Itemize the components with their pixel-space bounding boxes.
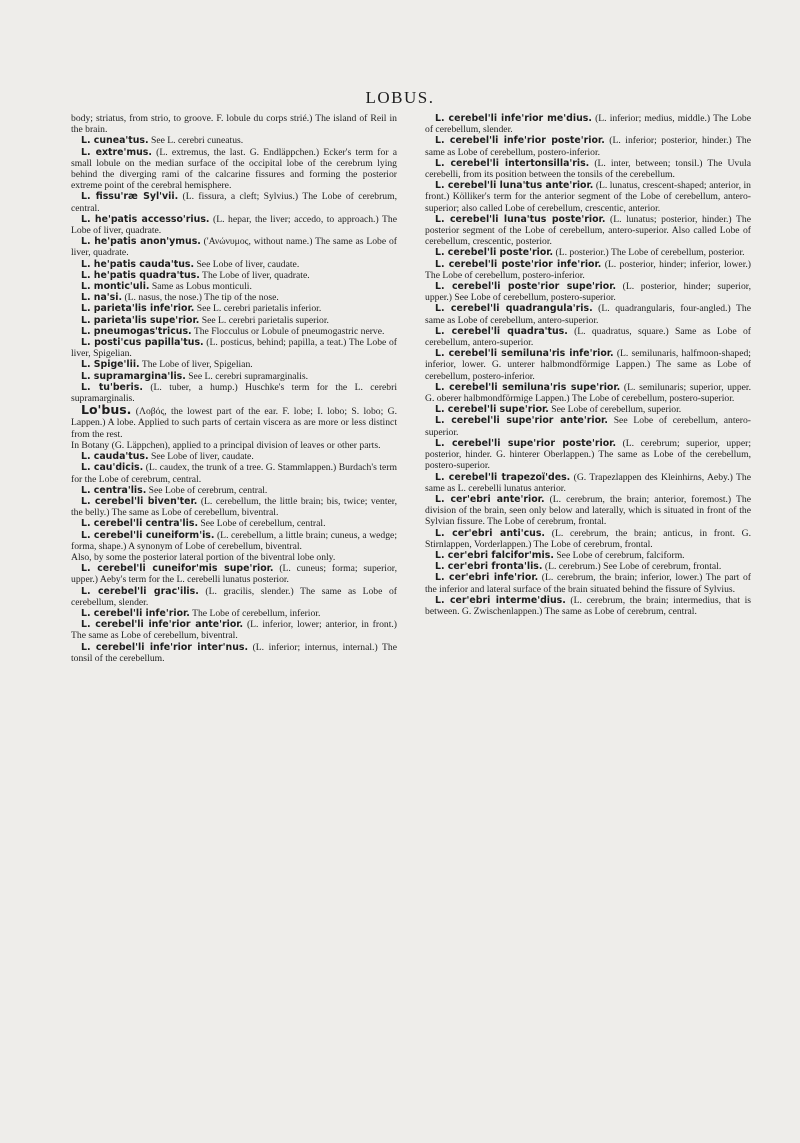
entry-definition: See L. cerebri parietalis superior. <box>199 314 329 326</box>
dictionary-entry <box>71 608 397 619</box>
entry-headword: L. supramargina'lis. <box>81 370 186 382</box>
entry-definition: The Flocculus or Lobule of pneumogastric nerve. <box>191 325 385 337</box>
entry-definition: (L. semilunaris; superior, upper. G. oberer halbmondförmige Lappen.) The Lobe of cerebellum, postero-superior. <box>425 381 752 405</box>
entry-headword: L. cerebel'li grac'ilis. <box>81 585 199 597</box>
dictionary-entry <box>425 281 751 303</box>
entry-definition: (L. posterior.) The Lobe of cerebellum, posterior. <box>553 247 745 259</box>
entry-headword: L. cerebel'li infe'rior ante'rior. <box>81 619 244 631</box>
dictionary-entry <box>425 550 751 561</box>
entry-definition: (L. posterior, hinder; superior, upper.) See Lobe of cerebellum, postero-superior. <box>425 281 751 304</box>
entry-headword: L. cerebel'li infe'rior inter'nus. <box>81 641 249 653</box>
dictionary-entry <box>425 247 751 258</box>
dictionary-entry <box>71 337 397 359</box>
dictionary-entry <box>425 214 751 248</box>
entry-headword: L. extre'mus. <box>81 146 152 158</box>
dictionary-entry <box>71 619 397 641</box>
dictionary-entry <box>71 292 397 303</box>
entry-headword: L. cer'ebri fronta'lis. <box>435 561 543 573</box>
entry-headword: L. montic'uli. <box>81 281 150 293</box>
dictionary-entry <box>425 326 751 348</box>
entry-definition: The Lobe of liver, quadrate. <box>199 269 310 281</box>
entry-headword: L. na'si. <box>81 292 123 304</box>
page-header: LOBUS. <box>365 88 435 107</box>
entry-definition: The Lobe of liver, Spigelian. <box>139 359 253 371</box>
entry-definition: The Lobe of cerebellum, inferior. <box>189 607 321 619</box>
dictionary-entry <box>71 315 397 326</box>
dictionary-entry <box>425 259 751 281</box>
dictionary-entry <box>425 382 751 404</box>
entry-headword: L. cerebel'li poste'rior supe'rior. <box>435 281 617 293</box>
dictionary-entry <box>71 281 397 292</box>
dictionary-entry <box>425 158 751 180</box>
entry-headword: L. cerebel'li supe'rior poste'rior. <box>435 437 616 449</box>
entry-definition: (L. inferior; posterior, hinder.) The same as Lobe of cerebellum, postero-inferior. <box>425 135 752 158</box>
entry-headword: L. he'patis accesso'rius. <box>81 213 210 225</box>
dictionary-entry <box>71 496 397 518</box>
entry-definition: (L. caudex, the trunk of a tree. G. Stammlappen.) Burdach's term for the Lobe of cerebrum, central. <box>71 462 397 485</box>
entry-definition: (L. cuneus; forma; superior, upper.) Aeby's term for the L. cerebelli lunatus posterior. <box>71 563 397 586</box>
dictionary-entry <box>71 147 397 192</box>
entry-definition: (Λοβός, the lowest part of the ear. F. lobe; I. lobo; S. lobo; G. Lappen.) A lobe. Applied to such parts of certain viscera as are more or less distinct from the rest. <box>71 406 397 440</box>
entry-definition: (G. Trapezlappen des Kleinhirns, Aeby.) The same as L. cerebelli lunatus anterior. <box>425 471 751 494</box>
entry-headword: L. he'patis anon'ymus. <box>81 236 201 248</box>
dictionary-entry <box>71 135 397 146</box>
entry-definition: (L. tuber, a hump.) Huschke's term for the L. cerebri supramarginalis. <box>71 381 397 405</box>
entry-headword: L. cerebel'li quadrangula'ris. <box>435 303 593 315</box>
entry-headword: L. cerebel'li supe'rior ante'rior. <box>435 415 608 427</box>
entry-headword: L. Spige'lii. <box>81 359 140 371</box>
dictionary-entry <box>71 371 397 382</box>
entry-definition: (L. cerebellum, the little brain; bis, twice; venter, the belly.) The same as Lobe of cerebellum, biventral. <box>71 495 397 519</box>
dictionary-entry <box>71 642 397 664</box>
entry-headword: L. cauda'tus. <box>81 451 149 463</box>
entry-headword: L. parieta'lis supe'rior. <box>81 314 200 326</box>
entry-definition: ('Ανώνυμος, without name.) The same as Lobe of liver, quadrate. <box>71 236 397 259</box>
dictionary-entry <box>71 214 397 236</box>
dictionary-entry <box>425 561 751 572</box>
dictionary-entry <box>425 494 751 528</box>
entry-headword: L. cer'ebri anti'cus. <box>435 527 545 539</box>
entry-headword: L. cerebel'li quadra'tus. <box>435 325 568 337</box>
dictionary-entry <box>71 191 397 213</box>
entry-definition: (L. lunatus, crescent-shaped; anterior, in front.) Kölliker's term for the anterior segment of the Lobe of cerebellum, antero-superior; also called Lobe of cerebellum, crescentic, anterior. <box>425 180 751 214</box>
entry-definition: (L. quadratus, square.) Same as Lobe of cerebellum, antero-superior. <box>425 325 751 349</box>
dictionary-entry <box>71 270 397 281</box>
entry-headword: L. cer'ebri interme'dius. <box>435 594 566 606</box>
entry-headword: L. cerebel'li intertonsilla'ris. <box>435 157 590 169</box>
entry-headword: L. cerebel'li biven'ter. <box>81 495 198 507</box>
entry-headword: L. cerebel'li cuneiform'is. <box>81 529 215 541</box>
entry-headword: L. pneumogas'tricus. <box>81 325 192 337</box>
entry-definition: Same as Lobus monticuli. <box>149 281 252 293</box>
entry-headword: L. cerebel'li poste'rior. <box>435 247 554 259</box>
entry-definition: (L. lunatus; posterior, hinder.) The posterior segment of the Lobe of cerebellum, antero-superior. Also called Lobe of cerebellum, crescentic, posterior. <box>425 213 751 248</box>
dictionary-entry <box>71 404 397 440</box>
entry-headword: L. cerebel'li supe'rior. <box>435 404 549 416</box>
entry-headword: L. cerebel'li infe'rior me'dius. <box>435 113 592 124</box>
dictionary-entry <box>71 485 397 496</box>
dictionary-entry <box>425 404 751 415</box>
entry-definition: See Lobe of cerebrum, falciform. <box>553 549 685 561</box>
dictionary-entry <box>425 135 751 157</box>
entry-definition: See L. cerebri supramarginalis. <box>185 370 309 382</box>
entry-headword: L. cerebel'li semiluna'ris supe'rior. <box>435 381 621 393</box>
dictionary-entry <box>71 586 397 608</box>
entry-definition: See Lobe of liver, caudate. <box>194 258 300 270</box>
entry-definition: (L. cerebrum.) See Lobe of cerebrum, frontal. <box>542 561 722 573</box>
dictionary-entry <box>71 259 397 270</box>
dictionary-entry <box>71 359 397 370</box>
dictionary-entry <box>71 236 397 258</box>
entry-definition: (L. posticus, behind; papilla, a teat.) The Lobe of liver, Spigelian. <box>71 337 397 360</box>
entry-headword: L. cerebel'li semiluna'ris infe'rior. <box>435 348 614 360</box>
entry-headword: L. cer'ebri infe'rior. <box>435 572 539 584</box>
entry-definition: (L. inferior, lower; anterior, in front.) The same as Lobe of cerebellum, biventral. <box>71 619 398 642</box>
dictionary-entry <box>425 113 751 135</box>
dictionary-entry <box>71 462 397 484</box>
entry-headword: Lo'bus. <box>81 402 132 418</box>
entry-headword: L. cer'ebri ante'rior. <box>435 493 545 505</box>
dictionary-entry <box>425 572 751 594</box>
entry-definition: (L. inferior; internus, internal.) The tonsil of the cerebellum. <box>71 641 397 664</box>
entry-headword: L. cerebel'li luna'tus ante'rior. <box>435 180 594 192</box>
dictionary-entry <box>71 113 397 135</box>
entry-headword: L. cerebel'li infe'rior. <box>81 607 190 619</box>
right-column <box>425 113 751 617</box>
entry-definition: (L. posterior, hinder; inferior, lower.) The Lobe of cerebellum, postero-inferior. <box>425 258 751 281</box>
entry-headword: L. cunea'tus. <box>81 135 149 147</box>
entry-definition: (L. inter, between; tonsil.) The Uvula cerebelli, from its position between the tonsils of the cerebellum. <box>425 157 751 181</box>
entry-definition: (L. cerebellum, a little brain; cuneus, a wedge; forma, shape.) A synonym of Lobe of cerebellum, biventral. <box>71 529 398 552</box>
dictionary-entry <box>71 552 397 563</box>
entry-headword: L. cerebel'li cuneifor'mis supe'rior. <box>81 563 274 575</box>
entry-headword: L. posti'cus papilla'tus. <box>81 337 204 349</box>
entry-headword: L. cerebel'li infe'rior poste'rior. <box>435 135 605 147</box>
entry-headword: L. cerebel'li luna'tus poste'rior. <box>435 213 606 225</box>
entry-headword: L. tu'beris. <box>81 381 143 393</box>
entry-headword: L. parieta'lis infe'rior. <box>81 303 195 315</box>
entry-headword: L. he'patis quadra'tus. <box>81 269 200 281</box>
entry-definition: (L. fissura, a cleft; Sylvius.) The Lobe of cerebrum, central. <box>71 191 397 214</box>
entry-headword: L. cau'dicis. <box>81 462 144 474</box>
entry-definition: (L. cerebrum, the brain; intermedius, that is between. G. Zwischenlappen.) The same as Lobe of cerebrum, central. <box>425 594 751 617</box>
entry-definition: (L. nasus, the nose.) The tip of the nose. <box>122 292 279 304</box>
entry-definition: See Lobe of cerebrum, central. <box>146 484 268 496</box>
dictionary-entry <box>71 451 397 462</box>
entry-definition: Also, by some the posterior lateral portion of the biventral lobe only. <box>71 551 336 563</box>
entry-definition: (L. quadrangularis, four-angled.) The same as Lobe of cerebellum, antero-superior. <box>425 303 751 326</box>
entry-headword: L. fissu'ræ Syl'vii. <box>81 191 179 203</box>
entry-definition: See Lobe of cerebellum, central. <box>198 518 326 530</box>
dictionary-entry <box>425 438 751 472</box>
entry-definition: See Lobe of cerebellum, superior. <box>548 404 682 416</box>
dictionary-entry <box>71 326 397 337</box>
entry-definition: See L. cerebri parietalis inferior. <box>194 303 322 315</box>
dictionary-entry <box>71 303 397 314</box>
entry-definition: (L. extremus, the last. G. Endläppchen.) Ecker's term for a small lobule on the median surface of the occipital lobe of the cerebrum lying behind the diverging rami of the calcarine fissures and forming the posterior extreme point of the cerebral hemisphere. <box>71 146 398 192</box>
dictionary-entry <box>425 415 751 437</box>
dictionary-entry <box>425 180 751 214</box>
entry-definition: body; striatus, from strio, to groove. F. lobule du corps strié.) The island of Reil in the brain. <box>71 113 397 136</box>
dictionary-entry <box>425 348 751 382</box>
entry-headword: L. centra'lis. <box>81 484 147 496</box>
entry-definition: See L. cerebri cuneatus. <box>148 135 244 147</box>
dictionary-entry <box>425 595 751 617</box>
entry-definition: (L. hepar, the liver; accedo, to approach.) The Lobe of liver, quadrate. <box>71 213 397 237</box>
entry-definition: (L. cerebrum, the brain; anticus, in front. G. Stirnlappen, Vorderlappen.) The Lobe of cerebrum, frontal. <box>425 527 751 550</box>
entry-headword: L. cerebel'li trapezoï'des. <box>435 471 571 483</box>
entry-definition: (L. gracilis, slender.) The same as Lobe of cerebellum, slender. <box>71 585 397 608</box>
dictionary-entry <box>425 528 751 550</box>
dictionary-entry <box>71 440 397 451</box>
entry-headword: L. he'patis cauda'tus. <box>81 258 195 270</box>
entry-definition: (L. cerebrum, the brain; anterior, foremost.) The division of the brain, seen only below and laterally, which is situated in front of the Sylvian fissure. The Lobe of cerebrum, frontal. <box>425 493 751 528</box>
left-column <box>71 113 397 664</box>
dictionary-entry <box>71 563 397 585</box>
dictionary-entry <box>71 530 397 552</box>
entry-headword: L. cerebel'li centra'lis. <box>81 518 198 530</box>
entry-headword: L. cer'ebri falcifor'mis. <box>435 549 554 561</box>
entry-definition: See Lobe of liver, caudate. <box>148 451 254 463</box>
dictionary-entry <box>71 382 397 404</box>
entry-definition: In Botany (G. Läppchen), applied to a principal division of leaves or other parts. <box>71 439 381 451</box>
entry-definition: (L. inferior; medius, middle.) The Lobe of cerebellum, slender. <box>425 113 751 136</box>
dictionary-entry <box>425 303 751 325</box>
entry-definition: (L. semilunaris, halfmoon-shaped; inferior, lower. G. unterer halbmondförmige Lappen.) The same as Lobe of cerebellum, postero-inferior. <box>425 348 751 382</box>
entry-definition: (L. cerebrum, the brain; inferior, lower.) The part of the inferior and lateral surface of the brain situated behind the fissure of Sylvius. <box>425 572 752 595</box>
entry-definition: (L. cerebrum; superior, upper; posterior, hinder. G. hinterer Oberlappen.) The same as Lobe of the cerebellum, postero-superior. <box>425 437 751 472</box>
entry-headword: L. cerebel'li poste'rior infe'rior. <box>435 258 602 270</box>
dictionary-entry <box>71 518 397 529</box>
entry-definition: See Lobe of cerebellum, antero-superior. <box>425 415 751 438</box>
dictionary-entry <box>425 472 751 494</box>
